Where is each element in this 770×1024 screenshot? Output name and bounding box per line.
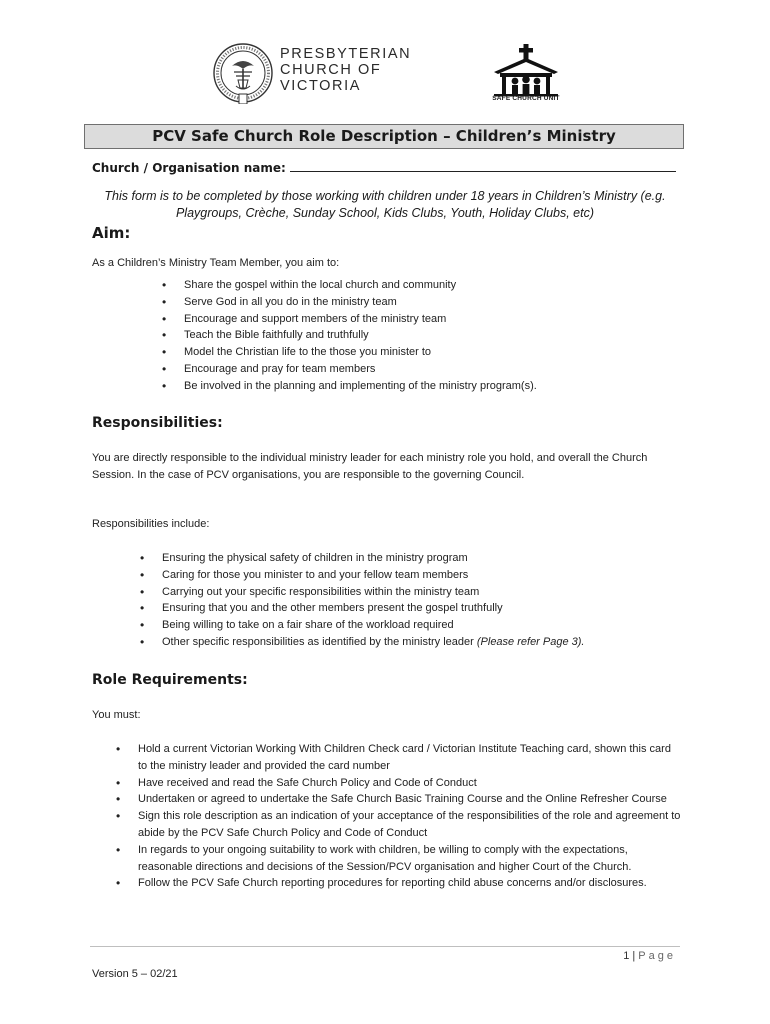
list-item-text: Other specific responsibilities as identified by the ministry leader	[162, 635, 474, 648]
list-item: • Serve God in all you do in the ministry team	[162, 294, 682, 311]
pcv-name-line-2: CHURCH OF	[280, 62, 382, 78]
role-requirements-lead: You must:	[92, 709, 141, 721]
list-item: • Model the Christian life to the those you minister to	[162, 344, 682, 361]
page-separator: |	[632, 950, 636, 962]
version-label: Version 5 – 02/21	[92, 968, 178, 980]
list-item: • Sign this role description as an indication of your acceptance of the responsibilities of the role and agreement to abide by the PCV Safe Church Policy and Code of Conduct	[116, 808, 682, 842]
list-item: • Undertaken or agreed to undertake the Safe Church Basic Training Course and the Online Refresher Course	[116, 791, 682, 808]
role-requirements-list	[116, 741, 682, 892]
list-item: • Carrying out your specific responsibilities within the ministry team	[140, 584, 680, 601]
page-reference-note: (Please refer Page 3).	[476, 635, 585, 648]
responsibilities-paragraph: You are directly responsible to the individual ministry leader for each ministry role you hold, and overall the Church Session. In the case of PCV organisations, you are responsible to the governing Council.	[92, 452, 648, 481]
list-item: • Encourage and support members of the ministry team	[162, 311, 682, 328]
footer-divider	[90, 946, 680, 947]
list-item: • Share the gospel within the local church and community	[162, 277, 682, 294]
responsibilities-list	[140, 550, 680, 651]
list-item: • Ensuring the physical safety of children in the ministry program	[140, 550, 680, 567]
list-item: • Ensuring that you and the other members present the gospel truthfully	[140, 600, 680, 617]
list-item	[140, 634, 680, 651]
responsibilities-lead: Responsibilities include:	[92, 518, 210, 530]
pcv-logo	[212, 40, 412, 106]
list-item: • Hold a current Victorian Working With Children Check card / Victorian Institute Teaching card, shown this card to the ministry leader and provided the card number	[116, 741, 682, 775]
role-requirements-heading: Role Requirements:	[92, 672, 248, 688]
list-item: • Encourage and pray for team members	[162, 361, 682, 378]
list-item: • Have received and read the Safe Church Policy and Code of Conduct	[116, 775, 682, 792]
org-name-blank-line[interactable]	[290, 160, 676, 172]
list-item: • Follow the PCV Safe Church reporting procedures for reporting child abuse concerns and/or disclosures.	[116, 875, 682, 892]
responsibilities-heading: Responsibilities:	[92, 415, 223, 431]
aim-lead: As a Children’s Ministry Team Member, you aim to:	[92, 257, 340, 269]
intro-text: This form is to be completed by those working with children under 18 years in Children’s Ministry (e.g. Playgroups, Crèche, Sunday School, Kids Clubs, Youth, Holiday Clubs, etc)	[104, 189, 666, 220]
list-item: • Be involved in the planning and implementing of the ministry program(s).	[162, 378, 682, 395]
aim-heading: Aim:	[92, 224, 131, 242]
pcv-seal-icon	[212, 42, 274, 104]
safe-church-unit-label: SAFE CHURCH UNIT	[492, 95, 560, 102]
org-name-field	[92, 160, 676, 175]
pcv-name-line-1: PRESBYTERIAN	[280, 46, 412, 62]
org-name-label: Church / Organisation name:	[92, 161, 286, 175]
pcv-name-line-3: VICTORIA	[280, 78, 362, 94]
list-item: • In regards to your ongoing suitability to work with children, be willing to comply with the expectations, reasonable directions and decisions of the Session/PCV organisation and higher Court of the Church.	[116, 842, 682, 876]
aim-list	[162, 277, 682, 395]
pcv-wordmark	[280, 46, 411, 94]
page-number	[623, 950, 676, 962]
page-word: Page	[638, 950, 676, 962]
list-item: • Teach the Bible faithfully and truthfully	[162, 327, 682, 344]
document-title: PCV Safe Church Role Description – Children’s Ministry	[84, 124, 684, 149]
page-number-value: 1	[623, 950, 630, 962]
list-item: • Caring for those you minister to and your fellow team members	[140, 567, 680, 584]
list-item: • Being willing to take on a fair share of the workload required	[140, 617, 680, 634]
